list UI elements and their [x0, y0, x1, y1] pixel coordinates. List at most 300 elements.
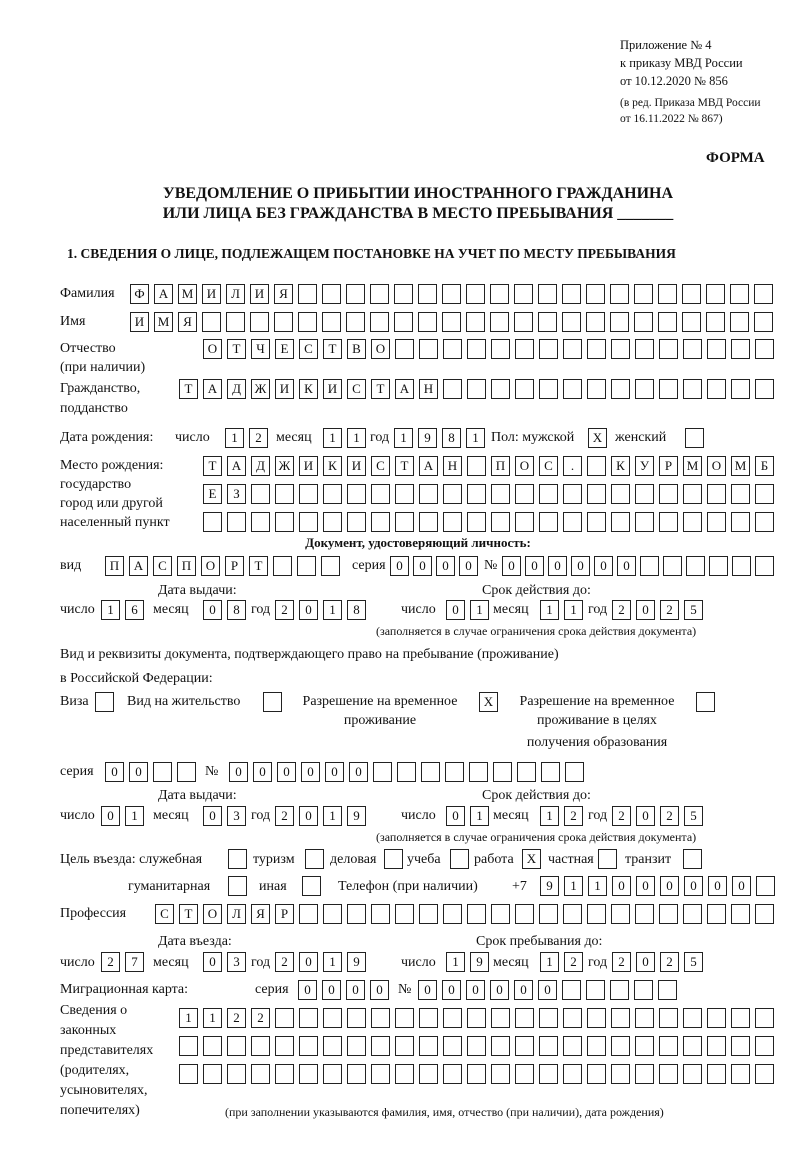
doc-number-cell[interactable] [755, 556, 774, 576]
patronymic-cell[interactable] [731, 339, 750, 359]
surname-cell[interactable] [658, 284, 677, 304]
stay-number-cell[interactable] [565, 762, 584, 782]
mig-number-cell[interactable] [586, 980, 605, 1000]
mig-number-cell[interactable]: 0 [466, 980, 485, 1000]
surname-cell[interactable] [586, 284, 605, 304]
representatives-2-cell[interactable] [395, 1064, 414, 1084]
birthplace-2-cell[interactable] [323, 512, 342, 532]
citizenship-cell[interactable] [515, 379, 534, 399]
doc-series-cell[interactable]: 0 [390, 556, 409, 576]
birth-year-cell[interactable]: 1 [466, 428, 485, 448]
surname-cell[interactable] [298, 284, 317, 304]
representatives-2-cell[interactable] [587, 1064, 606, 1084]
birthplace-2-cell[interactable] [731, 512, 750, 532]
entry-month-cell[interactable]: 3 [227, 952, 246, 972]
p-service-cell[interactable] [228, 849, 247, 869]
doc-issue-month-cell[interactable]: 8 [227, 600, 246, 620]
phone-cell[interactable]: 1 [588, 876, 607, 896]
birthplace-1-cell[interactable] [419, 484, 438, 504]
stay-number-cell[interactable]: 0 [349, 762, 368, 782]
birth-year-cell[interactable]: 8 [442, 428, 461, 448]
representatives-1-cell[interactable] [659, 1036, 678, 1056]
citizenship-cell[interactable] [707, 379, 726, 399]
surname-cell[interactable]: Л [226, 284, 245, 304]
citizenship-cell[interactable]: А [395, 379, 414, 399]
representatives-2-cell[interactable] [299, 1064, 318, 1084]
representatives-1-cell[interactable] [395, 1036, 414, 1056]
stay-issue-year-cell[interactable]: 9 [347, 806, 366, 826]
profession-cell[interactable]: Я [251, 904, 270, 924]
birthplace-1-cell[interactable] [659, 484, 678, 504]
surname-cell[interactable] [514, 284, 533, 304]
citizenship-cell[interactable]: Д [227, 379, 246, 399]
entry-month-cell[interactable]: 0 [203, 952, 222, 972]
name-cell[interactable] [706, 312, 725, 332]
doc-kind-cell[interactable]: О [201, 556, 220, 576]
representatives-0-cell[interactable] [587, 1008, 606, 1028]
stay-valid-month-cell[interactable]: 2 [564, 806, 583, 826]
profession-cell[interactable] [371, 904, 390, 924]
birthplace-0-cell[interactable]: К [611, 456, 630, 476]
name-cell[interactable] [634, 312, 653, 332]
doc-number-cell[interactable]: 0 [525, 556, 544, 576]
stay-issue-day-cell[interactable]: 0 [101, 806, 120, 826]
sex-female-cell[interactable] [685, 428, 704, 448]
surname-cell[interactable] [754, 284, 773, 304]
doc-kind-cell[interactable] [321, 556, 340, 576]
profession-cell[interactable]: Л [227, 904, 246, 924]
until-month-cell[interactable]: 2 [564, 952, 583, 972]
representatives-2-cell[interactable] [755, 1064, 774, 1084]
birthplace-0-cell[interactable] [467, 456, 486, 476]
stay-number-cell[interactable]: 0 [325, 762, 344, 782]
birthplace-2-cell[interactable] [203, 512, 222, 532]
patronymic-cell[interactable] [443, 339, 462, 359]
birth-day-cell[interactable]: 1 [225, 428, 244, 448]
profession-cell[interactable] [491, 904, 510, 924]
mig-series-cell[interactable]: 0 [298, 980, 317, 1000]
birthplace-2-cell[interactable] [563, 512, 582, 532]
birthplace-1-cell[interactable] [467, 484, 486, 504]
mig-series-cell[interactable]: 0 [322, 980, 341, 1000]
name-cell[interactable] [370, 312, 389, 332]
representatives-2-cell[interactable] [611, 1064, 630, 1084]
birthplace-1-cell[interactable] [323, 484, 342, 504]
profession-cell[interactable] [515, 904, 534, 924]
phone-cell[interactable]: 0 [684, 876, 703, 896]
citizenship-cell[interactable] [659, 379, 678, 399]
doc-issue-month-cell[interactable]: 0 [203, 600, 222, 620]
representatives-2-cell[interactable] [323, 1064, 342, 1084]
birthplace-1-cell[interactable] [731, 484, 750, 504]
birthplace-1-cell[interactable] [491, 484, 510, 504]
representatives-0-cell[interactable] [635, 1008, 654, 1028]
until-year-cell[interactable]: 2 [612, 952, 631, 972]
profession-cell[interactable] [731, 904, 750, 924]
representatives-0-cell[interactable] [275, 1008, 294, 1028]
surname-cell[interactable]: Я [274, 284, 293, 304]
birthplace-0-cell[interactable] [587, 456, 606, 476]
doc-issue-day-cell[interactable]: 1 [101, 600, 120, 620]
phone-cell[interactable]: 0 [708, 876, 727, 896]
profession-cell[interactable] [299, 904, 318, 924]
birthplace-2-cell[interactable] [395, 512, 414, 532]
representatives-0-cell[interactable] [707, 1008, 726, 1028]
patronymic-cell[interactable]: О [203, 339, 222, 359]
stay-valid-day-cell[interactable]: 1 [470, 806, 489, 826]
doc-kind-cell[interactable]: П [105, 556, 124, 576]
surname-cell[interactable]: И [202, 284, 221, 304]
representatives-2-cell[interactable] [203, 1064, 222, 1084]
birthplace-0-cell[interactable]: Н [443, 456, 462, 476]
surname-cell[interactable]: М [178, 284, 197, 304]
birthplace-0-cell[interactable]: П [491, 456, 510, 476]
surname-cell[interactable] [706, 284, 725, 304]
representatives-1-cell[interactable] [635, 1036, 654, 1056]
representatives-0-cell[interactable]: 2 [251, 1008, 270, 1028]
phone-cell[interactable]: 9 [540, 876, 559, 896]
representatives-2-cell[interactable] [467, 1064, 486, 1084]
name-cell[interactable] [274, 312, 293, 332]
patronymic-cell[interactable] [611, 339, 630, 359]
representatives-0-cell[interactable]: 1 [179, 1008, 198, 1028]
representatives-2-cell[interactable] [275, 1064, 294, 1084]
birth-day-cell[interactable]: 2 [249, 428, 268, 448]
representatives-2-cell[interactable] [563, 1064, 582, 1084]
stay-number-cell[interactable] [517, 762, 536, 782]
surname-cell[interactable] [538, 284, 557, 304]
representatives-0-cell[interactable] [419, 1008, 438, 1028]
doc-valid-year-cell[interactable]: 0 [636, 600, 655, 620]
surname-cell[interactable] [730, 284, 749, 304]
birthplace-2-cell[interactable] [707, 512, 726, 532]
profession-cell[interactable]: С [155, 904, 174, 924]
representatives-0-cell[interactable] [755, 1008, 774, 1028]
citizenship-cell[interactable] [683, 379, 702, 399]
representatives-2-cell[interactable] [179, 1064, 198, 1084]
name-cell[interactable] [394, 312, 413, 332]
citizenship-cell[interactable] [443, 379, 462, 399]
until-year-cell[interactable]: 2 [660, 952, 679, 972]
surname-cell[interactable] [322, 284, 341, 304]
representatives-1-cell[interactable] [731, 1036, 750, 1056]
representatives-2-cell[interactable] [227, 1064, 246, 1084]
birthplace-0-cell[interactable]: . [563, 456, 582, 476]
mig-number-cell[interactable] [634, 980, 653, 1000]
profession-cell[interactable]: Т [179, 904, 198, 924]
surname-cell[interactable] [490, 284, 509, 304]
mig-series-cell[interactable]: 0 [370, 980, 389, 1000]
profession-cell[interactable] [323, 904, 342, 924]
name-cell[interactable] [538, 312, 557, 332]
stay-number-cell[interactable] [421, 762, 440, 782]
representatives-2-cell[interactable] [539, 1064, 558, 1084]
birthplace-2-cell[interactable] [635, 512, 654, 532]
representatives-1-cell[interactable] [539, 1036, 558, 1056]
representatives-2-cell[interactable] [419, 1064, 438, 1084]
mig-number-cell[interactable]: 0 [442, 980, 461, 1000]
representatives-2-cell[interactable] [659, 1064, 678, 1084]
birthplace-1-cell[interactable] [443, 484, 462, 504]
citizenship-cell[interactable] [755, 379, 774, 399]
representatives-1-cell[interactable] [587, 1036, 606, 1056]
stay-valid-year-cell[interactable]: 5 [684, 806, 703, 826]
doc-number-cell[interactable] [709, 556, 728, 576]
surname-cell[interactable] [346, 284, 365, 304]
name-cell[interactable] [250, 312, 269, 332]
doc-valid-day-cell[interactable]: 1 [470, 600, 489, 620]
birthplace-0-cell[interactable]: О [515, 456, 534, 476]
mig-number-cell[interactable] [658, 980, 677, 1000]
mig-number-cell[interactable]: 0 [418, 980, 437, 1000]
entry-year-cell[interactable]: 2 [275, 952, 294, 972]
birthplace-0-cell[interactable]: М [731, 456, 750, 476]
entry-day-cell[interactable]: 7 [125, 952, 144, 972]
representatives-1-cell[interactable] [467, 1036, 486, 1056]
birthplace-1-cell[interactable] [515, 484, 534, 504]
birthplace-2-cell[interactable] [419, 512, 438, 532]
stay-number-cell[interactable] [445, 762, 464, 782]
name-cell[interactable] [418, 312, 437, 332]
name-cell[interactable]: М [154, 312, 173, 332]
patronymic-cell[interactable] [395, 339, 414, 359]
birthplace-0-cell[interactable]: У [635, 456, 654, 476]
representatives-2-cell[interactable] [731, 1064, 750, 1084]
representatives-1-cell[interactable] [371, 1036, 390, 1056]
patronymic-cell[interactable] [755, 339, 774, 359]
name-cell[interactable]: И [130, 312, 149, 332]
patronymic-cell[interactable]: Ч [251, 339, 270, 359]
name-cell[interactable] [322, 312, 341, 332]
birthplace-1-cell[interactable] [635, 484, 654, 504]
surname-cell[interactable]: Ф [130, 284, 149, 304]
patronymic-cell[interactable]: С [299, 339, 318, 359]
representatives-2-cell[interactable] [443, 1064, 462, 1084]
phone-cell[interactable]: 0 [612, 876, 631, 896]
citizenship-cell[interactable] [611, 379, 630, 399]
doc-issue-year-cell[interactable]: 0 [299, 600, 318, 620]
birthplace-1-cell[interactable] [755, 484, 774, 504]
stay-valid-year-cell[interactable]: 2 [612, 806, 631, 826]
citizenship-cell[interactable]: С [347, 379, 366, 399]
profession-cell[interactable] [563, 904, 582, 924]
surname-cell[interactable] [442, 284, 461, 304]
doc-valid-year-cell[interactable]: 2 [612, 600, 631, 620]
phone-cell[interactable] [756, 876, 775, 896]
birthplace-1-cell[interactable] [347, 484, 366, 504]
p-work-cell[interactable]: X [522, 849, 541, 869]
mig-series-cell[interactable]: 0 [346, 980, 365, 1000]
birthplace-2-cell[interactable] [275, 512, 294, 532]
until-year-cell[interactable]: 5 [684, 952, 703, 972]
birth-month-cell[interactable]: 1 [323, 428, 342, 448]
mig-number-cell[interactable]: 0 [514, 980, 533, 1000]
doc-valid-day-cell[interactable]: 0 [446, 600, 465, 620]
stay-number-cell[interactable]: 0 [253, 762, 272, 782]
profession-cell[interactable] [419, 904, 438, 924]
doc-number-cell[interactable] [640, 556, 659, 576]
doc-number-cell[interactable]: 0 [594, 556, 613, 576]
birthplace-1-cell[interactable] [611, 484, 630, 504]
patronymic-cell[interactable] [419, 339, 438, 359]
birth-month-cell[interactable]: 1 [347, 428, 366, 448]
residence-cell[interactable] [263, 692, 282, 712]
representatives-0-cell[interactable] [467, 1008, 486, 1028]
surname-cell[interactable] [466, 284, 485, 304]
citizenship-cell[interactable]: И [323, 379, 342, 399]
representatives-0-cell[interactable] [395, 1008, 414, 1028]
profession-cell[interactable] [539, 904, 558, 924]
phone-cell[interactable]: 1 [564, 876, 583, 896]
citizenship-cell[interactable] [731, 379, 750, 399]
birthplace-0-cell[interactable]: Р [659, 456, 678, 476]
representatives-0-cell[interactable] [443, 1008, 462, 1028]
name-cell[interactable] [346, 312, 365, 332]
profession-cell[interactable] [635, 904, 654, 924]
surname-cell[interactable] [370, 284, 389, 304]
patronymic-cell[interactable] [539, 339, 558, 359]
birthplace-2-cell[interactable] [755, 512, 774, 532]
doc-series-cell[interactable]: 0 [413, 556, 432, 576]
stay-series-cell[interactable]: 0 [129, 762, 148, 782]
doc-number-cell[interactable] [663, 556, 682, 576]
surname-cell[interactable]: И [250, 284, 269, 304]
doc-issue-year-cell[interactable]: 1 [323, 600, 342, 620]
p-transit-cell[interactable] [683, 849, 702, 869]
name-cell[interactable] [298, 312, 317, 332]
name-cell[interactable] [514, 312, 533, 332]
patronymic-cell[interactable] [491, 339, 510, 359]
profession-cell[interactable] [707, 904, 726, 924]
stay-number-cell[interactable] [373, 762, 392, 782]
sex-male-cell[interactable]: X [588, 428, 607, 448]
citizenship-cell[interactable]: Т [179, 379, 198, 399]
doc-number-cell[interactable] [732, 556, 751, 576]
birthplace-1-cell[interactable]: Е [203, 484, 222, 504]
profession-cell[interactable]: Р [275, 904, 294, 924]
citizenship-cell[interactable]: А [203, 379, 222, 399]
until-year-cell[interactable]: 0 [636, 952, 655, 972]
patronymic-cell[interactable] [515, 339, 534, 359]
stay-valid-month-cell[interactable]: 1 [540, 806, 559, 826]
doc-valid-month-cell[interactable]: 1 [540, 600, 559, 620]
representatives-0-cell[interactable] [515, 1008, 534, 1028]
profession-cell[interactable] [587, 904, 606, 924]
birth-year-cell[interactable]: 9 [418, 428, 437, 448]
birthplace-0-cell[interactable]: И [347, 456, 366, 476]
birthplace-1-cell[interactable] [299, 484, 318, 504]
representatives-0-cell[interactable] [731, 1008, 750, 1028]
surname-cell[interactable] [634, 284, 653, 304]
mig-number-cell[interactable] [562, 980, 581, 1000]
representatives-1-cell[interactable] [515, 1036, 534, 1056]
representatives-0-cell[interactable] [347, 1008, 366, 1028]
representatives-1-cell[interactable] [443, 1036, 462, 1056]
doc-series-cell[interactable]: 0 [436, 556, 455, 576]
until-month-cell[interactable]: 1 [540, 952, 559, 972]
patronymic-cell[interactable]: В [347, 339, 366, 359]
profession-cell[interactable] [467, 904, 486, 924]
representatives-0-cell[interactable] [611, 1008, 630, 1028]
doc-issue-day-cell[interactable]: 6 [125, 600, 144, 620]
patronymic-cell[interactable] [707, 339, 726, 359]
representatives-1-cell[interactable] [347, 1036, 366, 1056]
representatives-2-cell[interactable] [371, 1064, 390, 1084]
until-day-cell[interactable]: 9 [470, 952, 489, 972]
representatives-2-cell[interactable] [251, 1064, 270, 1084]
stay-issue-year-cell[interactable]: 1 [323, 806, 342, 826]
representatives-2-cell[interactable] [491, 1064, 510, 1084]
representatives-2-cell[interactable] [683, 1064, 702, 1084]
representatives-1-cell[interactable] [683, 1036, 702, 1056]
stay-number-cell[interactable]: 0 [277, 762, 296, 782]
patronymic-cell[interactable]: Т [227, 339, 246, 359]
birthplace-2-cell[interactable] [251, 512, 270, 532]
name-cell[interactable] [610, 312, 629, 332]
representatives-1-cell[interactable] [491, 1036, 510, 1056]
p-other-cell[interactable] [302, 876, 321, 896]
citizenship-cell[interactable]: Ж [251, 379, 270, 399]
representatives-2-cell[interactable] [515, 1064, 534, 1084]
profession-cell[interactable] [683, 904, 702, 924]
citizenship-cell[interactable]: К [299, 379, 318, 399]
name-cell[interactable] [562, 312, 581, 332]
name-cell[interactable] [490, 312, 509, 332]
representatives-1-cell[interactable] [203, 1036, 222, 1056]
citizenship-cell[interactable] [587, 379, 606, 399]
phone-cell[interactable]: 0 [636, 876, 655, 896]
stay-issue-year-cell[interactable]: 2 [275, 806, 294, 826]
representatives-1-cell[interactable] [419, 1036, 438, 1056]
surname-cell[interactable] [418, 284, 437, 304]
patronymic-cell[interactable] [467, 339, 486, 359]
birthplace-0-cell[interactable]: И [299, 456, 318, 476]
stay-number-cell[interactable]: 0 [301, 762, 320, 782]
representatives-0-cell[interactable]: 2 [227, 1008, 246, 1028]
stay-issue-month-cell[interactable]: 3 [227, 806, 246, 826]
birthplace-2-cell[interactable] [347, 512, 366, 532]
birthplace-2-cell[interactable] [491, 512, 510, 532]
birthplace-0-cell[interactable]: М [683, 456, 702, 476]
birthplace-2-cell[interactable] [683, 512, 702, 532]
phone-cell[interactable]: 0 [732, 876, 751, 896]
birthplace-0-cell[interactable]: Д [251, 456, 270, 476]
name-cell[interactable] [466, 312, 485, 332]
representatives-0-cell[interactable] [371, 1008, 390, 1028]
temp-cell[interactable]: X [479, 692, 498, 712]
doc-valid-year-cell[interactable]: 5 [684, 600, 703, 620]
birthplace-1-cell[interactable] [683, 484, 702, 504]
profession-cell[interactable] [755, 904, 774, 924]
birthplace-2-cell[interactable] [227, 512, 246, 532]
visa-cell[interactable] [95, 692, 114, 712]
citizenship-cell[interactable] [563, 379, 582, 399]
representatives-1-cell[interactable] [227, 1036, 246, 1056]
doc-series-cell[interactable]: 0 [459, 556, 478, 576]
p-business-cell[interactable] [384, 849, 403, 869]
birthplace-1-cell[interactable] [587, 484, 606, 504]
citizenship-cell[interactable] [539, 379, 558, 399]
stay-valid-day-cell[interactable]: 0 [446, 806, 465, 826]
surname-cell[interactable] [682, 284, 701, 304]
birthplace-2-cell[interactable] [467, 512, 486, 532]
citizenship-cell[interactable]: Н [419, 379, 438, 399]
until-day-cell[interactable]: 1 [446, 952, 465, 972]
representatives-0-cell[interactable] [659, 1008, 678, 1028]
citizenship-cell[interactable] [467, 379, 486, 399]
representatives-1-cell[interactable] [323, 1036, 342, 1056]
name-cell[interactable] [658, 312, 677, 332]
